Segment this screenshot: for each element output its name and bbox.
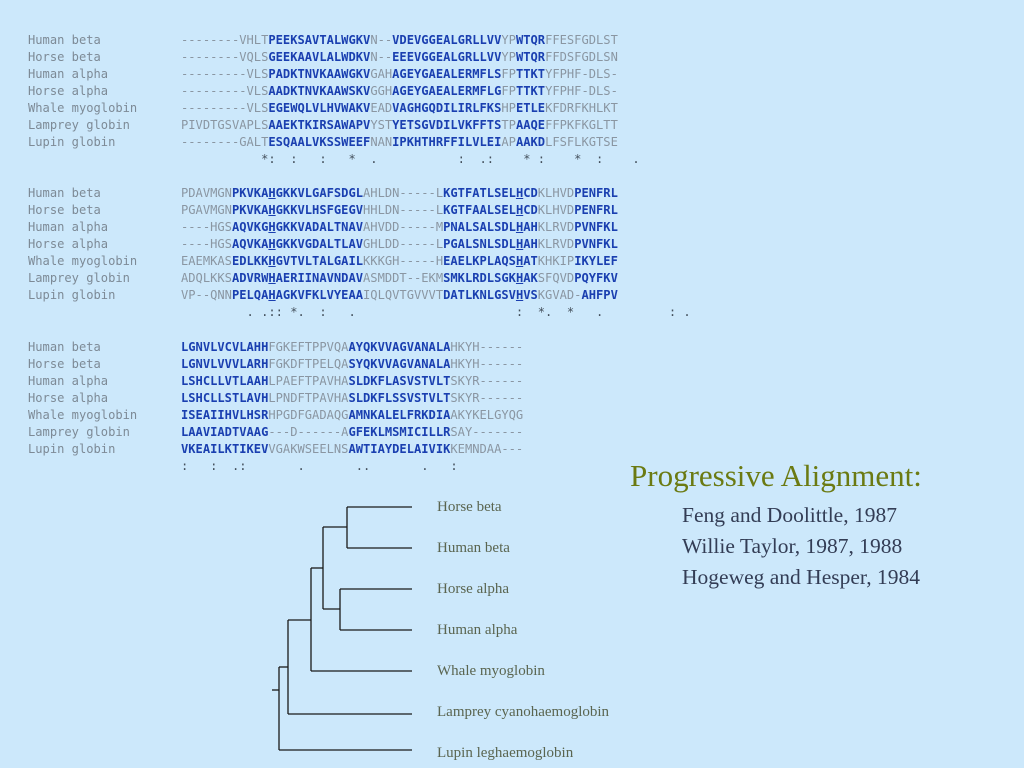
sequence-segment: H: [268, 203, 276, 217]
sequence-segment: VAGHGQDILIRLFKS: [392, 101, 502, 115]
sequence-segment: ESQAALVKSSWEEF: [268, 135, 371, 149]
sequence-segment: AAQE: [515, 118, 546, 132]
sequence-segment: AH: [523, 237, 538, 251]
sequence-segment: AYQKVVAGVANALA: [348, 340, 451, 354]
sequence-segment: ---D------A: [268, 425, 349, 439]
sequence-name: Horse beta: [28, 50, 101, 64]
sequence-segment: IPKHTHRFFILVLEI: [392, 135, 502, 149]
sequence-segment: KGTFAALSEL: [443, 203, 516, 217]
sequence-segment: KGTFATLSEL: [443, 186, 516, 200]
leaf-label: Lupin leghaemoglobin: [437, 745, 574, 761]
sequence-segment: KEMNDAA---: [450, 442, 524, 456]
sequence-segment: PENFRL: [574, 186, 618, 200]
sequence-segment: DATLKNLGSV: [443, 288, 516, 302]
reference-item: Feng and Doolittle, 1987: [682, 503, 897, 527]
sequence-segment: AGKVFKLVYEAA: [275, 288, 364, 302]
sequence-segment: --------VHLT: [181, 33, 269, 47]
sequence-segment: AAKD: [515, 135, 546, 149]
sequence-segment: GAH: [370, 67, 393, 81]
sequence-segment: IKYLEF: [574, 254, 618, 268]
leaf-label: Whale myoglobin: [437, 663, 545, 679]
leaf-label: Lamprey cyanohaemoglobin: [437, 704, 610, 720]
sequence-segment: PELQA: [231, 288, 269, 302]
sequence-name: Horse beta: [28, 203, 101, 217]
sequence-segment: GKKVLHSFGEGV: [275, 203, 364, 217]
sequence-segment: KFDRFKHLKT: [545, 101, 618, 115]
sequence-segment: PADKTNVKAAWGKV: [268, 67, 371, 81]
sequence-segment: HP: [501, 101, 516, 115]
sequence-segment: PNALSALSDL: [443, 220, 516, 234]
sequence-segment: HHLDN-----L: [363, 203, 444, 217]
sequence-segment: --------VQLS: [181, 50, 269, 64]
sequence-segment: PIVDTGSVAPLS: [181, 118, 269, 132]
sequence-segment: SLDKFLASVSTVLT: [348, 374, 451, 388]
consensus-symbols: *: : : * . : .: * : * : .: [181, 152, 640, 166]
sequence-segment: KGVAD-: [537, 288, 582, 302]
sequence-segment: AWTIAYDELAIVIK: [348, 442, 451, 456]
sequence-segment: H: [268, 254, 276, 268]
sequence-segment: EEEVGGEALGRLLVV: [392, 50, 502, 64]
sequence-segment: H: [268, 237, 276, 251]
sequence-segment: VP--QNN: [181, 288, 232, 302]
sequence-segment: AP: [501, 135, 516, 149]
sequence-segment: AK: [523, 271, 538, 285]
sequence-segment: ---------VLS: [181, 84, 269, 98]
sequence-segment: EAELKPLAQS: [443, 254, 516, 268]
reference-list: [682, 500, 920, 593]
sequence-segment: NAN: [370, 135, 393, 149]
sequence-segment: GGH: [370, 84, 393, 98]
sequence-segment: VKEAILKTIKEV: [181, 442, 269, 456]
sequence-segment: ----HGS: [181, 237, 232, 251]
sequence-segment: TTKT: [515, 84, 546, 98]
reference-item: Hogeweg and Hesper, 1984: [682, 565, 920, 589]
sequence-segment: AGEYGAEALERMFLG: [392, 84, 502, 98]
sequence-segment: H: [268, 220, 276, 234]
sequence-segment: PVNFKL: [574, 220, 618, 234]
leaf-label: Human beta: [437, 540, 510, 556]
sequence-segment: PGAVMGN: [181, 203, 232, 217]
sequence-segment: TP: [501, 118, 516, 132]
sequence-segment: SAY-------: [450, 425, 524, 439]
sequence-segment: AERIINAVNDAV: [275, 271, 364, 285]
sequence-segment: H: [515, 237, 524, 251]
sequence-name: Human alpha: [28, 220, 109, 234]
sequence-segment: PDAVMGN: [181, 186, 232, 200]
sequence-segment: H: [515, 186, 524, 200]
sequence-segment: CD: [523, 186, 538, 200]
sequence-segment: LGNVLVCVLAHH: [181, 340, 269, 354]
sequence-name: Human beta: [28, 33, 101, 47]
sequence-segment: H: [515, 203, 524, 217]
sequence-segment: FFDSFGDLSN: [545, 50, 618, 64]
sequence-segment: EDLKK: [231, 254, 269, 268]
consensus-symbols: . .:: *. : . : *. * . : .: [181, 305, 691, 319]
sequence-segment: KHKIP: [537, 254, 575, 268]
sequence-segment: ISEAIIHVLHSR: [181, 408, 269, 422]
sequence-segment: PGALSNLSDL: [443, 237, 516, 251]
sequence-segment: AHFPV: [581, 288, 618, 302]
sequence-segment: YETSGVDILVKFFTS: [392, 118, 502, 132]
sequence-name: Horse beta: [28, 357, 101, 371]
sequence-segment: YFPHF-DLS-: [545, 67, 618, 81]
sequence-segment: ADQLKKS: [181, 271, 232, 285]
sequence-segment: PENFRL: [574, 203, 618, 217]
sequence-segment: TTKT: [515, 67, 546, 81]
sequence-segment: LFSFLKGTSE: [545, 135, 618, 149]
sequence-segment: SLDKFLSSVSTVLT: [348, 391, 451, 405]
sequence-segment: PEEKSAVTALWGKV: [268, 33, 371, 47]
sequence-segment: GVTVLTALGAIL: [275, 254, 364, 268]
sequence-segment: GEEKAAVLALWDKV: [268, 50, 371, 64]
sequence-segment: AADKTNVKAAWSKV: [268, 84, 371, 98]
sequence-segment: SMKLRDLSGK: [443, 271, 516, 285]
sequence-segment: AT: [523, 254, 538, 268]
sequence-name: Whale myoglobin: [28, 408, 138, 422]
sequence-name: Human alpha: [28, 374, 109, 388]
sequence-segment: HKYH------: [450, 357, 524, 371]
sequence-segment: GHLDD-----L: [363, 237, 444, 251]
sequence-segment: ADVRW: [231, 271, 269, 285]
sequence-segment: CD: [523, 203, 538, 217]
sequence-segment: N--: [370, 33, 393, 47]
sequence-segment: ---------VLS: [181, 101, 269, 115]
sequence-segment: LPNDFTPAVHA: [268, 391, 349, 405]
leaf-label: Human alpha: [437, 622, 518, 638]
reference-item: Willie Taylor, 1987, 1988: [682, 534, 903, 558]
sequence-segment: FFESFGDLST: [545, 33, 618, 47]
sequence-name: Whale myoglobin: [28, 254, 138, 268]
sequence-segment: AQVKG: [231, 220, 269, 234]
sequence-segment: H: [515, 254, 524, 268]
sequence-segment: EAD: [370, 101, 393, 115]
sequence-segment: IQLQVTGVVVT: [363, 288, 444, 302]
sequence-name: Horse alpha: [28, 84, 109, 98]
sequence-segment: AH: [523, 220, 538, 234]
sequence-segment: VS: [523, 288, 538, 302]
sequence-segment: EGEWQLVLHVWAKV: [268, 101, 371, 115]
sequence-segment: AHLDN-----L: [363, 186, 444, 200]
sequence-name: Lamprey globin: [28, 425, 130, 439]
sequence-segment: GFEKLMSMICILLR: [348, 425, 451, 439]
sequence-segment: H: [515, 271, 524, 285]
sequence-segment: HPGDFGADAQG: [268, 408, 349, 422]
sequence-segment: GKKVGDALTLAV: [275, 237, 364, 251]
sequence-segment: LAAVIADTVAAG: [181, 425, 269, 439]
sequence-segment: KKKGH-----H: [363, 254, 444, 268]
sequence-segment: ---------VLS: [181, 67, 269, 81]
sequence-segment: SYQKVVAGVANALA: [348, 357, 451, 371]
sequence-name: Horse alpha: [28, 237, 109, 251]
sequence-segment: FGKDFTPELQA: [268, 357, 349, 371]
sequence-segment: H: [268, 271, 276, 285]
sequence-segment: FP: [501, 84, 516, 98]
sequence-segment: SKYR------: [450, 374, 524, 388]
sequence-segment: YP: [501, 50, 516, 64]
sequence-segment: AGEYGAEALERMFLS: [392, 67, 502, 81]
sequence-name: Horse alpha: [28, 391, 109, 405]
sequence-segment: AKYKELGYQG: [450, 408, 524, 422]
sequence-segment: WTQR: [515, 33, 546, 47]
sequence-segment: AQVKA: [231, 237, 269, 251]
sequence-segment: KLHVD: [537, 186, 575, 200]
sequence-name: Lamprey globin: [28, 118, 130, 132]
sequence-segment: GKKVLGAFSDGL: [275, 186, 364, 200]
sequence-segment: PKVKA: [231, 186, 269, 200]
sequence-segment: FGKEFTPPVQA: [268, 340, 349, 354]
sequence-segment: EAEMKAS: [181, 254, 232, 268]
sequence-name: Lupin globin: [28, 135, 116, 149]
sequence-segment: H: [515, 288, 524, 302]
leaf-label: Horse alpha: [437, 581, 510, 597]
slide-title: Progressive Alignment:: [630, 458, 922, 493]
sequence-segment: ASMDDT--EKM: [363, 271, 444, 285]
sequence-name: Whale myoglobin: [28, 101, 138, 115]
sequence-segment: VGAKWSEELNS: [268, 442, 349, 456]
sequence-segment: FFPKFKGLTT: [545, 118, 618, 132]
sequence-segment: H: [268, 186, 276, 200]
sequence-name: Lamprey globin: [28, 271, 130, 285]
sequence-segment: LSHCLLVTLAAH: [181, 374, 269, 388]
sequence-segment: ----HGS: [181, 220, 232, 234]
sequence-segment: PQYFKV: [574, 271, 618, 285]
sequence-segment: WTQR: [515, 50, 546, 64]
sequence-name: Lupin globin: [28, 288, 116, 302]
sequence-segment: KLRVD: [537, 220, 575, 234]
sequence-segment: LSHCLLSTLAVH: [181, 391, 269, 405]
sequence-segment: H: [268, 288, 276, 302]
sequence-name: Human beta: [28, 186, 101, 200]
sequence-segment: LGNVLVVVLARH: [181, 357, 269, 371]
sequence-segment: PVNFKL: [574, 237, 618, 251]
sequence-segment: YP: [501, 33, 516, 47]
sequence-segment: SKYR------: [450, 391, 524, 405]
sequence-name: Human alpha: [28, 67, 109, 81]
sequence-segment: KLHVD: [537, 203, 575, 217]
sequence-segment: YFPHF-DLS-: [545, 84, 618, 98]
sequence-segment: AMNKALELFRKDIA: [348, 408, 451, 422]
sequence-segment: YST: [370, 118, 393, 132]
sequence-segment: VDEVGGEALGRLLVV: [392, 33, 502, 47]
sequence-segment: N--: [370, 50, 393, 64]
sequence-segment: FP: [501, 67, 516, 81]
sequence-segment: AHVDD-----M: [363, 220, 444, 234]
consensus-symbols: : : .: . .. . :: [181, 459, 458, 473]
sequence-segment: --------GALT: [181, 135, 269, 149]
sequence-segment: H: [515, 220, 524, 234]
sequence-segment: LPAEFTPAVHA: [268, 374, 349, 388]
leaf-label: Horse beta: [437, 499, 502, 515]
sequence-segment: SFQVD: [537, 271, 575, 285]
sequence-segment: GKKVADALTNAV: [275, 220, 364, 234]
sequence-segment: AAEKTKIRSAWAPV: [268, 118, 371, 132]
sequence-name: Lupin globin: [28, 442, 116, 456]
sequence-segment: ETLE: [515, 101, 546, 115]
sequence-segment: PKVKA: [231, 203, 269, 217]
sequence-segment: KLRVD: [537, 237, 575, 251]
sequence-name: Human beta: [28, 340, 101, 354]
sequence-segment: HKYH------: [450, 340, 524, 354]
